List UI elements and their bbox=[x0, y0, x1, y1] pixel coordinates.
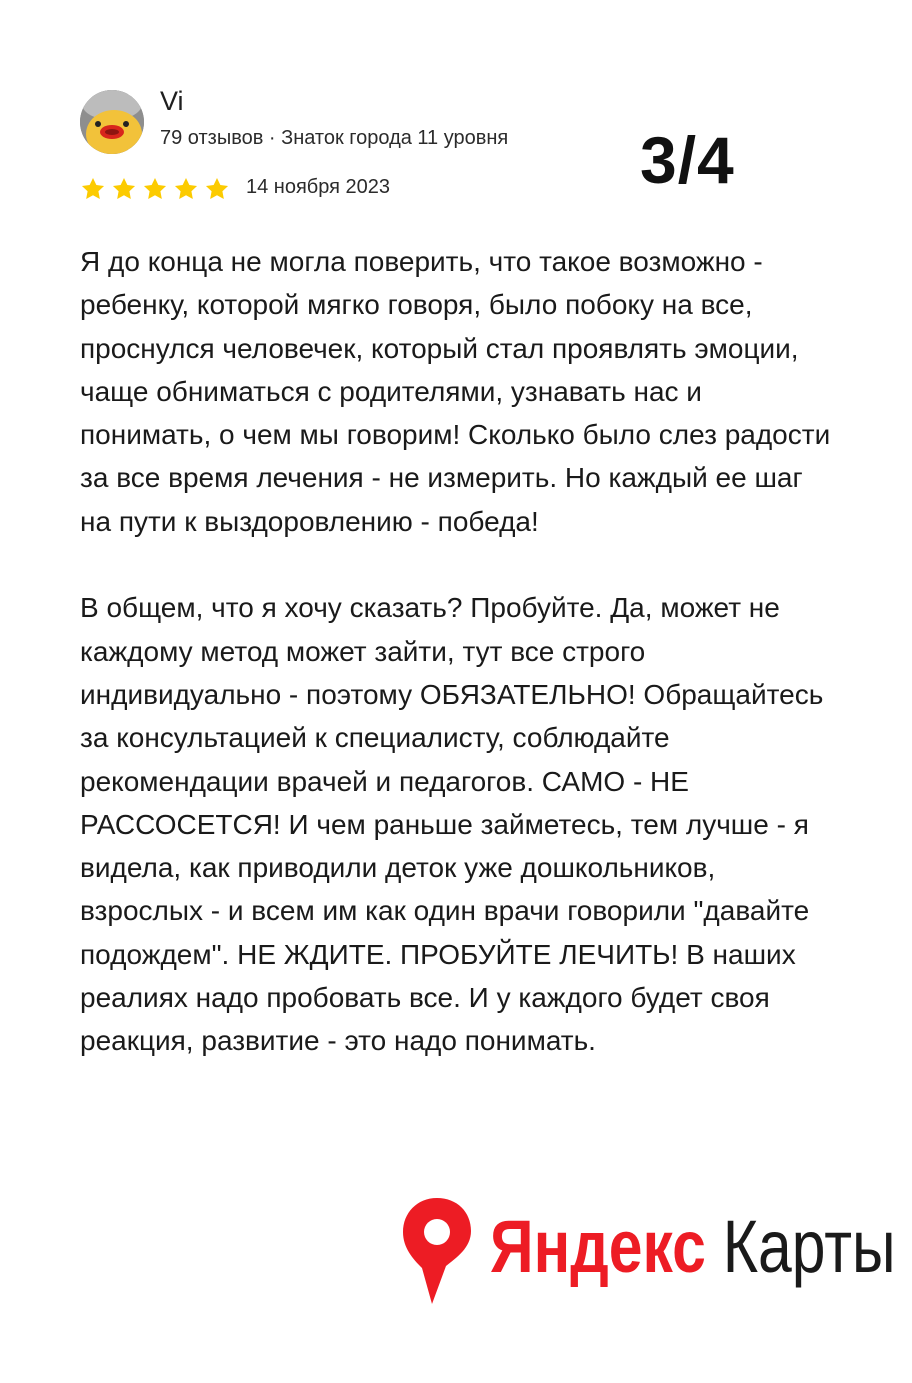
review-text bbox=[80, 240, 840, 1063]
review-paragraph: Я до конца не могла поверить, что такое возможно - ребенку, которой мягко говоря, было побоку на все, проснулся человечек, который стал проявлять эмоции, чаще обниматься с родителями, узнавать нас и понимать, о чем мы говорим! Сколько было слез радости за все время лечения - не измерить. Но каждый ее шаг на пути к выздоровлению - победа! bbox=[80, 246, 831, 537]
logo-maps: Карты bbox=[722, 1205, 896, 1288]
page-counter: 3/4 bbox=[640, 123, 735, 197]
author-meta: 79 отзывов · Знаток города 11 уровня bbox=[160, 127, 509, 149]
star-icon bbox=[111, 176, 137, 202]
star-icon bbox=[173, 176, 199, 202]
rating-stars bbox=[80, 176, 230, 202]
author-name[interactable]: Vi bbox=[160, 86, 184, 116]
star-icon bbox=[142, 176, 168, 202]
star-icon bbox=[204, 176, 230, 202]
review-date: 14 ноября 2023 bbox=[246, 176, 391, 198]
review-paragraph: В общем, что я хочу сказать? Пробуйте. Да, может не каждому метод может зайти, тут все строго индивидуально - поэтому ОБЯЗАТЕЛЬНО! Обращайтесь за консультацией к специалисту, соблюдайте рекомендации врачей и педагогов. САМО - НЕ РАССОСЕТСЯ! И чем раньше займетесь, тем лучше - я видела, как приводили деток уже дошкольников, взрослых - и всем им как один врачи говорили "давайте подождем". НЕ ЖДИТЕ. ПРОБУЙТЕ ЛЕЧИТЬ! В наших реалиях надо пробовать все. И у каждого будет своя реакция, развитие - это надо понимать. bbox=[80, 592, 824, 1057]
logo-wordmark bbox=[490, 1202, 896, 1292]
yandex-maps-logo bbox=[400, 1196, 896, 1306]
duck-avatar-icon bbox=[80, 90, 144, 154]
map-pin-icon bbox=[400, 1196, 474, 1306]
avatar[interactable] bbox=[80, 90, 144, 154]
logo-yandex: Яндекс bbox=[490, 1205, 706, 1288]
star-icon bbox=[80, 176, 106, 202]
